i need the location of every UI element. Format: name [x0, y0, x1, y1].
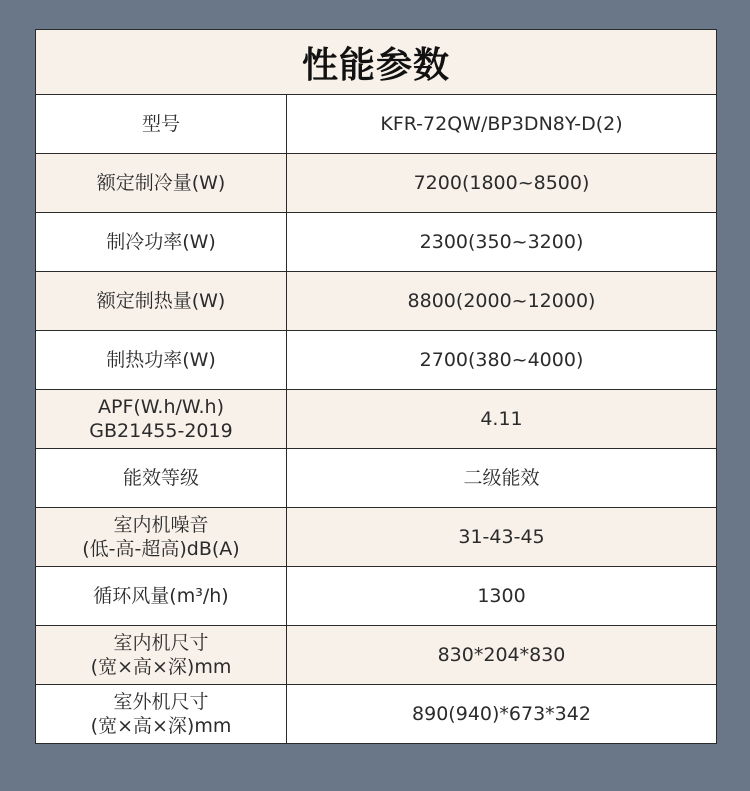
row-value-rated-heating: 8800(2000~12000) [287, 272, 717, 331]
title-bar [36, 30, 716, 95]
row-value-rated-cooling: 7200(1800~8500) [287, 154, 717, 213]
row-value-airflow: 1300 [287, 567, 717, 626]
row-label-indoor-noise: 室内机噪音 (低-高-超高)dB(A) [36, 508, 287, 567]
row-value-indoor-noise: 31-43-45 [287, 508, 717, 567]
row-label-apf: APF(W.h/W.h) GB21455-2019 [36, 390, 287, 449]
table-row [36, 95, 716, 154]
table-row [36, 154, 716, 213]
spec-table [36, 95, 716, 743]
table-row [36, 567, 716, 626]
table-row [36, 626, 716, 685]
row-label-rated-heating: 额定制热量(W) [36, 272, 287, 331]
row-value-cooling-power: 2300(350~3200) [287, 213, 717, 272]
row-value-energy-grade: 二级能效 [287, 449, 717, 508]
row-value-heating-power: 2700(380~4000) [287, 331, 717, 390]
table-row [36, 449, 716, 508]
row-label-indoor-size: 室内机尺寸 (宽×高×深)mm [36, 626, 287, 685]
row-label-airflow: 循环风量(m³/h) [36, 567, 287, 626]
spec-sheet [35, 29, 717, 744]
table-row [36, 508, 716, 567]
table-row [36, 685, 716, 744]
row-label-energy-grade: 能效等级 [36, 449, 287, 508]
row-label-model: 型号 [36, 95, 287, 154]
row-label-rated-cooling: 额定制冷量(W) [36, 154, 287, 213]
row-label-outdoor-size: 室外机尺寸 (宽×高×深)mm [36, 685, 287, 744]
row-label-heating-power: 制热功率(W) [36, 331, 287, 390]
table-row [36, 390, 716, 449]
row-value-outdoor-size: 890(940)*673*342 [287, 685, 717, 744]
table-row [36, 331, 716, 390]
row-value-indoor-size: 830*204*830 [287, 626, 717, 685]
table-row [36, 213, 716, 272]
row-label-cooling-power: 制冷功率(W) [36, 213, 287, 272]
table-row [36, 272, 716, 331]
row-value-apf: 4.11 [287, 390, 717, 449]
page-title: 性能参数 [301, 44, 450, 86]
row-value-model: KFR-72QW/BP3DN8Y-D(2) [380, 113, 623, 135]
